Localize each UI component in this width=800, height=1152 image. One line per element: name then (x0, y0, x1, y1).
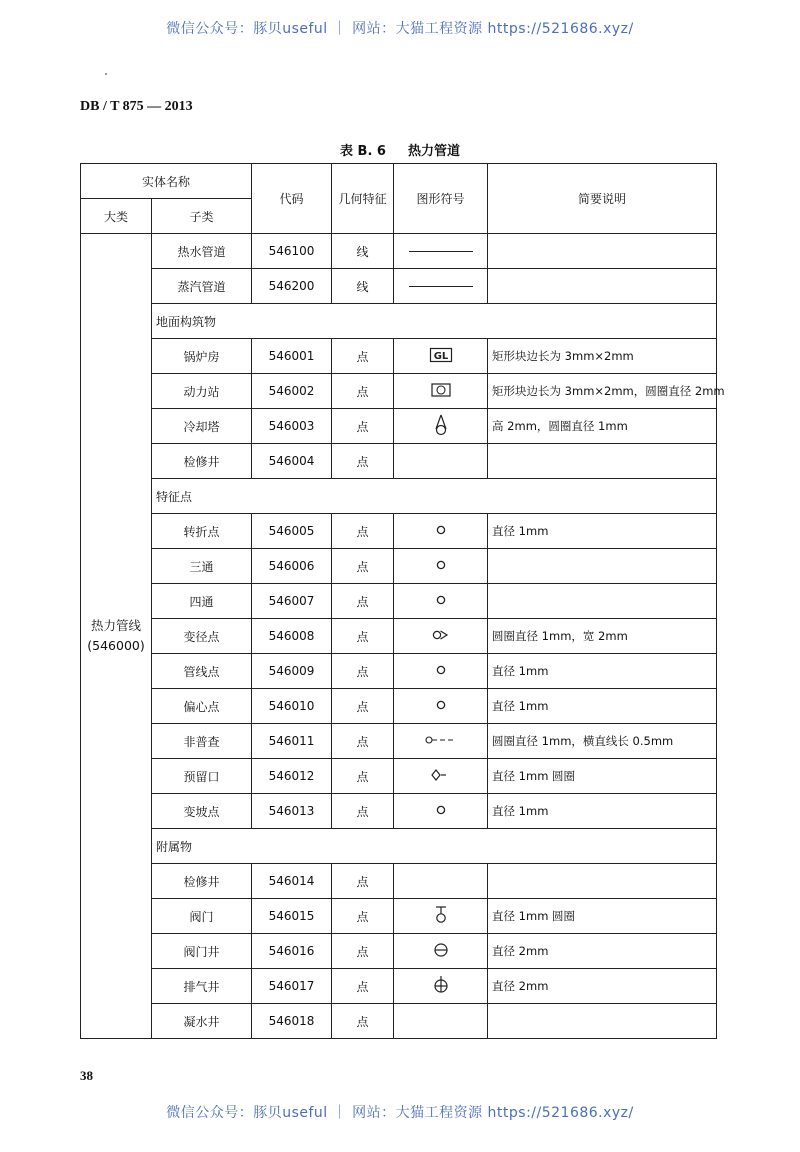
geometry-cell: 点 (332, 619, 394, 654)
table-row (81, 514, 717, 549)
table-row (81, 759, 717, 794)
code-cell: 546100 (252, 234, 332, 269)
symbol-cell (394, 864, 488, 899)
page-number: 38 (80, 1068, 93, 1083)
description-cell (488, 444, 717, 479)
table-row (81, 409, 717, 444)
header-sub-class: 子类 (152, 199, 252, 234)
table-row (81, 339, 717, 374)
heat-pipeline-table (80, 163, 725, 1039)
sub-class-cell: 冷却塔 (152, 409, 252, 444)
major-class-code: (546000) (87, 638, 145, 653)
symbol-cell (394, 549, 488, 584)
description-cell: 矩形块边长为 3mm×2mm，圆圈直径 2mm (488, 374, 717, 409)
sub-class-cell: 三通 (152, 549, 252, 584)
symbol-cell (394, 444, 488, 479)
code-cell: 546011 (252, 724, 332, 759)
sub-class-cell: 转折点 (152, 514, 252, 549)
circle-symbol-icon (434, 803, 448, 820)
circle-symbol-icon (434, 698, 448, 715)
symbol-cell (394, 374, 488, 409)
code-cell: 546015 (252, 899, 332, 934)
symbol-cell (394, 759, 488, 794)
circle-symbol-icon (434, 593, 448, 610)
watermark-bottom: 微信公众号：豚贝useful ｜ 网站：大猫工程资源 https://521686.xyz/ (166, 1105, 634, 1121)
symbol-cell (394, 619, 488, 654)
major-class-cell (81, 234, 152, 1039)
header-symbol: 图形符号 (394, 164, 488, 234)
description-cell: 直径 2mm (488, 969, 717, 1004)
valve-well-symbol-icon (433, 942, 449, 961)
geometry-cell: 点 (332, 724, 394, 759)
description-cell: 直径 1mm (488, 514, 717, 549)
section-label: 特征点 (152, 479, 717, 514)
sub-class-cell: 变径点 (152, 619, 252, 654)
geometry-cell: 点 (332, 864, 394, 899)
non-survey-symbol-icon (424, 734, 458, 748)
sub-class-cell: 动力站 (152, 374, 252, 409)
geometry-cell: 点 (332, 934, 394, 969)
boiler-room-symbol-icon (429, 347, 453, 366)
geometry-cell: 点 (332, 514, 394, 549)
symbol-cell (394, 794, 488, 829)
description-cell (488, 584, 717, 619)
geometry-cell: 点 (332, 689, 394, 724)
description-cell: 直径 1mm (488, 794, 717, 829)
code-cell: 546012 (252, 759, 332, 794)
header-geometry: 几何特征 (332, 164, 394, 234)
table-row (81, 234, 717, 269)
sub-class-cell: 排气井 (152, 969, 252, 1004)
circle-symbol-icon (434, 558, 448, 575)
symbol-cell (394, 234, 488, 269)
description-cell: 直径 1mm (488, 654, 717, 689)
symbol-cell (394, 689, 488, 724)
sub-class-cell: 凝水井 (152, 1004, 252, 1039)
table-row (81, 444, 717, 479)
geometry-cell: 点 (332, 759, 394, 794)
description-cell: 高 2mm，圆圈直径 1mm (488, 409, 717, 444)
symbol-cell (394, 409, 488, 444)
table-row (81, 689, 717, 724)
table-body (81, 234, 725, 1039)
geometry-cell: 点 (332, 584, 394, 619)
geometry-cell: 点 (332, 1004, 394, 1039)
symbol-cell (394, 899, 488, 934)
sub-class-cell: 阀门 (152, 899, 252, 934)
description-cell: 圆圈直径 1mm，宽 2mm (488, 619, 717, 654)
header-entity-name: 实体名称 (81, 164, 252, 199)
description-cell (488, 234, 717, 269)
table-row (81, 269, 717, 304)
description-cell (488, 549, 717, 584)
boiler-room-symbol-text: GL (433, 350, 448, 362)
table-row (81, 654, 717, 689)
code-cell: 546007 (252, 584, 332, 619)
symbol-cell (394, 269, 488, 304)
code-cell: 546018 (252, 1004, 332, 1039)
table-row (81, 864, 717, 899)
geometry-cell: 点 (332, 654, 394, 689)
description-cell: 圆圈直径 1mm，横直线长 0.5mm (488, 724, 717, 759)
table-row (81, 899, 717, 934)
standard-code: DB / T 875 — 2013 (80, 99, 193, 114)
circle-symbol-icon (434, 663, 448, 680)
section-label: 附属物 (152, 829, 717, 864)
reserved-symbol-icon (429, 767, 453, 786)
section-row (81, 304, 717, 339)
code-cell: 546002 (252, 374, 332, 409)
description-cell: 直径 1mm (488, 689, 717, 724)
symbol-cell (394, 654, 488, 689)
header-description: 简要说明 (488, 164, 717, 234)
reducer-symbol-icon (431, 628, 451, 645)
geometry-cell: 点 (332, 899, 394, 934)
scan-speck (105, 73, 107, 75)
section-row (81, 479, 717, 514)
symbol-cell (394, 969, 488, 1004)
cooling-tower-symbol-icon (433, 413, 449, 440)
code-cell: 546016 (252, 934, 332, 969)
header-code: 代码 (252, 164, 332, 234)
table-row (81, 724, 717, 759)
description-cell: 矩形块边长为 3mm×2mm (488, 339, 717, 374)
sub-class-cell: 蒸汽管道 (152, 269, 252, 304)
pipe-line-symbol-icon (409, 251, 473, 252)
description-cell (488, 269, 717, 304)
table-row (81, 549, 717, 584)
geometry-cell: 点 (332, 549, 394, 584)
description-cell: 直径 1mm 圆圈 (488, 759, 717, 794)
symbol-cell (394, 584, 488, 619)
sub-class-cell: 阀门井 (152, 934, 252, 969)
sub-class-cell: 变坡点 (152, 794, 252, 829)
code-cell: 546004 (252, 444, 332, 479)
sub-class-cell: 管线点 (152, 654, 252, 689)
power-station-symbol-icon (430, 382, 452, 401)
code-cell: 546008 (252, 619, 332, 654)
sub-class-cell: 四通 (152, 584, 252, 619)
table-caption-number: 表 B. 6 (340, 144, 386, 159)
vent-well-symbol-icon (432, 975, 450, 998)
code-cell: 546017 (252, 969, 332, 1004)
watermark-top: 微信公众号：豚贝useful ｜ 网站：大猫工程资源 https://521686.xyz/ (166, 21, 634, 37)
sub-class-cell: 预留口 (152, 759, 252, 794)
symbol-cell (394, 514, 488, 549)
code-cell: 546010 (252, 689, 332, 724)
code-cell: 546003 (252, 409, 332, 444)
geometry-cell: 点 (332, 444, 394, 479)
geometry-cell: 点 (332, 794, 394, 829)
sub-class-cell: 偏心点 (152, 689, 252, 724)
geometry-cell: 点 (332, 374, 394, 409)
table-caption (0, 140, 800, 159)
description-cell: 直径 2mm (488, 934, 717, 969)
description-cell: 直径 1mm 圆圈 (488, 899, 717, 934)
table-row (81, 374, 717, 409)
circle-symbol-icon (434, 523, 448, 540)
sub-class-cell: 非普查 (152, 724, 252, 759)
table-row (81, 794, 717, 829)
table-row (81, 584, 717, 619)
code-cell: 546001 (252, 339, 332, 374)
pipe-line-symbol-icon (409, 286, 473, 287)
geometry-cell: 点 (332, 339, 394, 374)
table-row (81, 619, 717, 654)
geometry-cell: 线 (332, 269, 394, 304)
table-row (81, 969, 717, 1004)
table-caption-title: 热力管道 (407, 144, 460, 159)
code-cell: 546200 (252, 269, 332, 304)
sub-class-cell: 检修井 (152, 444, 252, 479)
sub-class-cell: 锅炉房 (152, 339, 252, 374)
valve-symbol-icon (433, 904, 449, 929)
table-row (81, 1004, 717, 1039)
geometry-cell: 点 (332, 409, 394, 444)
code-cell: 546005 (252, 514, 332, 549)
description-cell (488, 1004, 717, 1039)
geometry-cell: 线 (332, 234, 394, 269)
major-class-name: 热力管线 (90, 618, 141, 633)
symbol-cell (394, 339, 488, 374)
header-major-class: 大类 (81, 199, 152, 234)
code-cell: 546006 (252, 549, 332, 584)
sub-class-cell: 检修井 (152, 864, 252, 899)
geometry-cell: 点 (332, 969, 394, 1004)
section-row (81, 829, 717, 864)
code-cell: 546013 (252, 794, 332, 829)
symbol-cell (394, 724, 488, 759)
symbol-cell (394, 1004, 488, 1039)
table-row (81, 934, 717, 969)
code-cell: 546014 (252, 864, 332, 899)
symbol-cell (394, 934, 488, 969)
description-cell (488, 864, 717, 899)
code-cell: 546009 (252, 654, 332, 689)
sub-class-cell: 热水管道 (152, 234, 252, 269)
section-label: 地面构筑物 (152, 304, 717, 339)
